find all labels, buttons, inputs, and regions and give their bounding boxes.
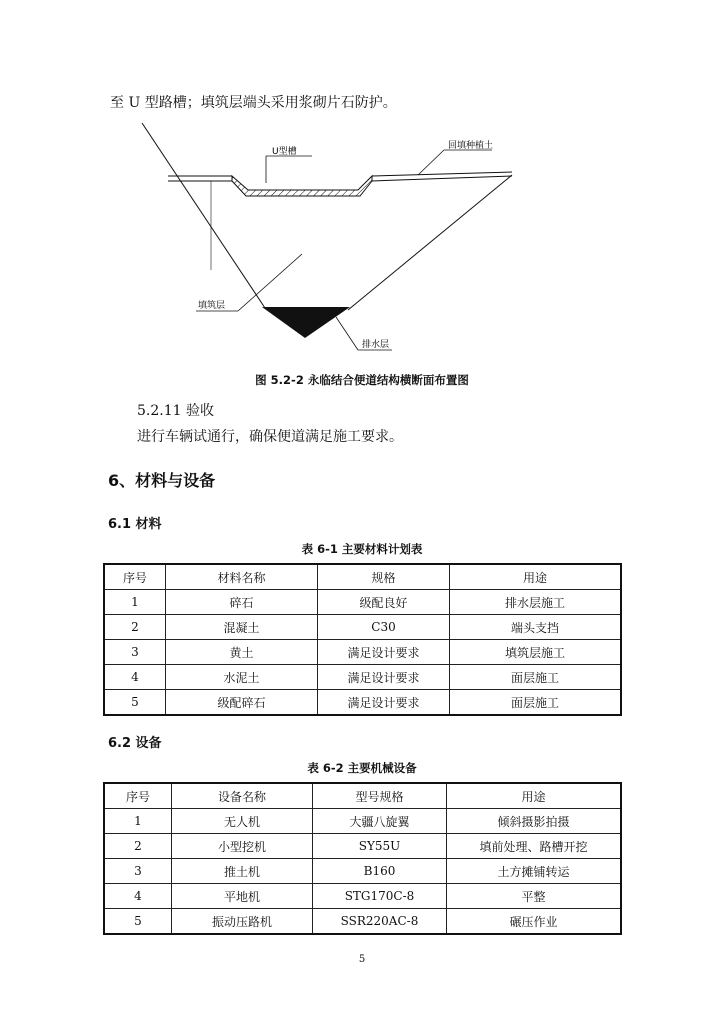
u-channel-shape (232, 176, 372, 196)
table-cell: 5 (104, 690, 166, 716)
table-cell: 碎石 (166, 590, 318, 615)
materials-table (103, 563, 622, 716)
table-cell: 大疆八旋翼 (313, 809, 447, 834)
cross-section-diagram (0, 115, 724, 365)
page-number: 5 (358, 954, 366, 965)
table-cell: 土方摊铺转运 (447, 859, 622, 884)
left-slope-line (142, 123, 265, 308)
table-header-row (104, 564, 621, 590)
table-cell: STG170C-8 (313, 884, 447, 909)
table-cell: 平地机 (172, 884, 313, 909)
table-cell: 5 (104, 909, 172, 935)
intro-text: 至 U 型路槽；填筑层端头采用浆砌片石防护。 (110, 95, 397, 111)
table-row (104, 884, 621, 909)
table-cell: 推土机 (172, 859, 313, 884)
table-cell: 满足设计要求 (318, 665, 450, 690)
table-cell: SY55U (313, 834, 447, 859)
table-row (104, 690, 621, 716)
table-cell: 级配碎石 (166, 690, 318, 716)
fill-layer-label: 填筑层 (198, 301, 226, 311)
table-cell: B160 (313, 859, 447, 884)
table-cell: 1 (104, 590, 166, 615)
table-cell: 平整 (447, 884, 622, 909)
table-cell: 振动压路机 (172, 909, 313, 935)
table-cell: 碾压作业 (447, 909, 622, 935)
table-row (104, 615, 621, 640)
table-cell: 3 (104, 640, 166, 665)
table-header-cell: 用途 (450, 564, 622, 590)
table1-caption: 表 6-1 主要材料计划表 (301, 542, 423, 556)
table-cell: 4 (104, 884, 172, 909)
road-surface-right (372, 172, 512, 176)
table-cell: 填筑层施工 (450, 640, 622, 665)
table2-caption: 表 6-2 主要机械设备 (307, 761, 417, 775)
table-cell: 1 (104, 809, 172, 834)
table-header-cell: 规格 (318, 564, 450, 590)
table-row (104, 859, 621, 884)
table-cell: 混凝土 (166, 615, 318, 640)
table-cell: 水泥土 (166, 665, 318, 690)
table-cell: 满足设计要求 (318, 640, 450, 665)
backfill-label: 回填种植土 (448, 141, 494, 151)
u-channel-label: U型槽 (272, 147, 297, 157)
table-cell: 级配良好 (318, 590, 450, 615)
table-cell: 满足设计要求 (318, 690, 450, 716)
subsection-text-5-2-11: 进行车辆试通行，确保便道满足施工要求。 (137, 429, 403, 445)
drain-layer-label: 排水层 (362, 340, 390, 350)
drain-layer-triangle (262, 307, 350, 338)
table-cell: 排水层施工 (450, 590, 622, 615)
equipment-table (103, 782, 622, 935)
table-header-cell: 序号 (104, 783, 172, 809)
table-row (104, 909, 621, 935)
table-cell: 2 (104, 834, 172, 859)
figure-caption: 图 5.2-2 永临结合便道结构横断面布置图 (255, 373, 469, 387)
table-cell: C30 (318, 615, 450, 640)
table-header-cell: 用途 (447, 783, 622, 809)
section-6-heading: 6、材料与设备 (108, 471, 216, 490)
table-row (104, 640, 621, 665)
table-cell: 填前处理、路槽开挖 (447, 834, 622, 859)
subsection-heading-5-2-11: 5.2.11 验收 (137, 403, 214, 419)
table-header-cell: 序号 (104, 564, 166, 590)
section-6-1-heading: 6.1 材料 (108, 517, 162, 532)
table-cell: 2 (104, 615, 166, 640)
table-header-cell: 设备名称 (172, 783, 313, 809)
table-cell: 面层施工 (450, 690, 622, 716)
table-cell: SSR220AC-8 (313, 909, 447, 935)
table-cell: 黄土 (166, 640, 318, 665)
table-row (104, 809, 621, 834)
table-cell: 端头支挡 (450, 615, 622, 640)
table-cell: 面层施工 (450, 665, 622, 690)
table-header-cell: 型号规格 (313, 783, 447, 809)
table-cell: 无人机 (172, 809, 313, 834)
table-cell: 倾斜摄影拍摄 (447, 809, 622, 834)
table-cell: 4 (104, 665, 166, 690)
table-row (104, 590, 621, 615)
right-slope-line (348, 175, 512, 310)
table-row (104, 834, 621, 859)
table-cell: 小型挖机 (172, 834, 313, 859)
table-header-cell: 材料名称 (166, 564, 318, 590)
section-6-2-heading: 6.2 设备 (108, 736, 162, 751)
table-row (104, 665, 621, 690)
table-cell: 3 (104, 859, 172, 884)
table-header-row (104, 783, 621, 809)
